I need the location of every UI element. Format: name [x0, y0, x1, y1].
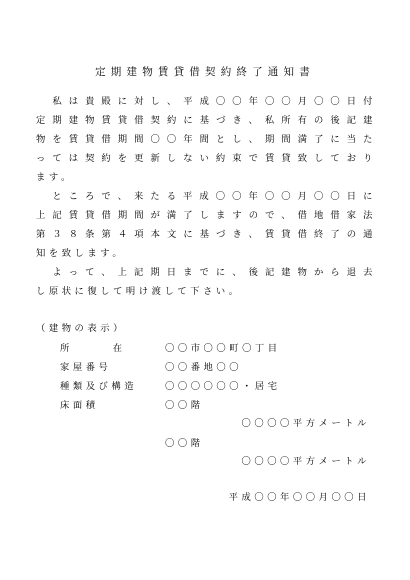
paragraph-term-expiry [36, 187, 376, 263]
paragraph-line: よって、上記期日までに、後記建物から退去 [36, 267, 376, 278]
location-label [60, 340, 122, 354]
floor-2-level: 〇〇階 [165, 438, 204, 449]
location-value: 〇〇市〇〇町〇丁目 [165, 343, 281, 354]
document-title: 定期建物賃貸借契約終了通知書 [95, 66, 315, 78]
paragraph-line: 上記賃貸借期間が満了しますので、借地借家法 [36, 210, 376, 221]
house-number-label: 家屋番号 [60, 362, 112, 373]
floor-area-label: 床面積 [60, 400, 99, 411]
paragraph-line: 第３８条第４項本文に基づき、賃貸借終了の通 [36, 229, 376, 240]
building-section-heading: （建物の表示） [36, 323, 126, 334]
paragraph-line: ところで、来たる平成〇〇年〇〇月〇〇日に [36, 191, 376, 202]
location-label-part: 在 [112, 343, 122, 354]
paragraph-vacate-request [36, 263, 376, 301]
location-label-part: 所 [60, 343, 70, 354]
paragraph-contract-basis [36, 92, 376, 187]
paragraph-line: し原状に復して明け渡して下さい。 [36, 286, 242, 297]
notice-date: 平成〇〇年〇〇月〇〇日 [228, 492, 370, 503]
type-structure-value: 〇〇〇〇〇〇・居宅 [165, 381, 281, 392]
floor-1-level: 〇〇階 [165, 400, 204, 411]
paragraph-line: 私は貴殿に対し、平成〇〇年〇〇月〇〇日付 [36, 96, 376, 107]
paragraph-line: っては契約を更新しない約束で賃貸致しており [36, 153, 376, 164]
paragraph-line: ます。 [36, 172, 74, 183]
floor-1-area: 〇〇〇〇平方メートル [241, 418, 370, 429]
paragraph-line: 定期建物賃貸借契約に基づき、私所有の後記建 [36, 115, 376, 126]
paragraph-line: 知を致します。 [36, 248, 126, 259]
house-number-value: 〇〇番地〇〇 [165, 362, 243, 373]
type-structure-label: 種類及び構造 [60, 381, 138, 392]
paragraph-line: 物を賃貸借期間〇〇年間とし、期間満了に当た [36, 134, 376, 145]
floor-2-area: 〇〇〇〇平方メートル [241, 456, 370, 467]
